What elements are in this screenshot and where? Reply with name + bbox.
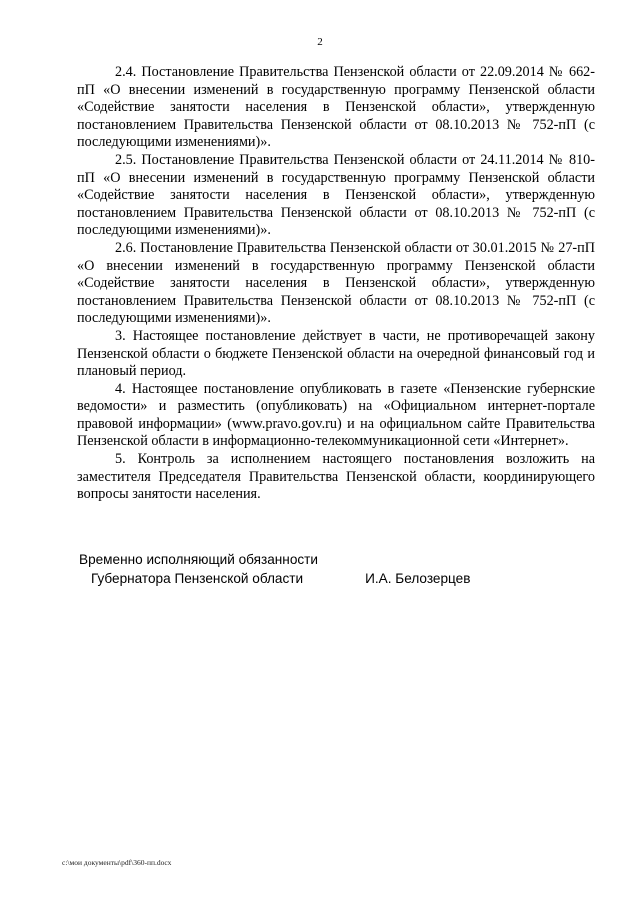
paragraph-3: 3. Настоящее постановление действует в части, не противоречащей закону Пензенской области о бюджете Пензенской области на очередной финансовый год и плановый период. [77,327,595,380]
paragraph-4: 4. Настоящее постановление опубликовать в газете «Пензенские губернские ведомости» и разместить (опубликовать) на «Официальном интернет-портале правовой информации» (www.pravo.gov.ru) и на официальном сайте Правительства Пензенской области в информационно-телекоммуникационной сети «Интернет». [77,380,595,450]
signature-position-line2 [79,569,549,588]
signature-position-line1: Временно исполняющий обязанности [79,552,318,567]
document-body [77,64,595,504]
paragraph-2-6: 2.6. Постановление Правительства Пензенской области от 30.01.2015 № 27-пП «О внесении изменений в государственную программу Пензенской области «Содействие занятости населения в Пензенской области», утвержденную постановлением Правительства Пензенской области от 08.10.2013 № 752-пП (с последующими изменениями)». [77,239,595,327]
page-number: 2 [317,36,323,48]
footer-file-path: c:\мои документы\pdf\360-пп.docx [62,858,172,867]
signature-position-title: Губернатора Пензенской области [91,571,304,586]
paragraph-5: 5. Контроль за исполнением настоящего постановления возложить на заместителя Председателя Правительства Пензенской области, координирующего вопросы занятости населения. [77,451,595,503]
signature-block [79,550,549,588]
paragraph-2-4: 2.4. Постановление Правительства Пензенской области от 22.09.2014 № 662-пП «О внесении изменений в государственную программу Пензенской области «Содействие занятости населения в Пензенской области», утвержденную постановлением Правительства Пензенской области от 08.10.2013 № 752-пП (с последующими изменениями)». [77,64,595,151]
signatory-name: И.А. Белозерцев [365,571,471,586]
paragraph-2-5: 2.5. Постановление Правительства Пензенской области от 24.11.2014 № 810-пП «О внесении изменений в государственную программу Пензенской области «Содействие занятости населения в Пензенской области», утвержденную постановлением Правительства Пензенской области от 08.10.2013 № 752-пП (с последующими изменениями)». [77,151,595,239]
